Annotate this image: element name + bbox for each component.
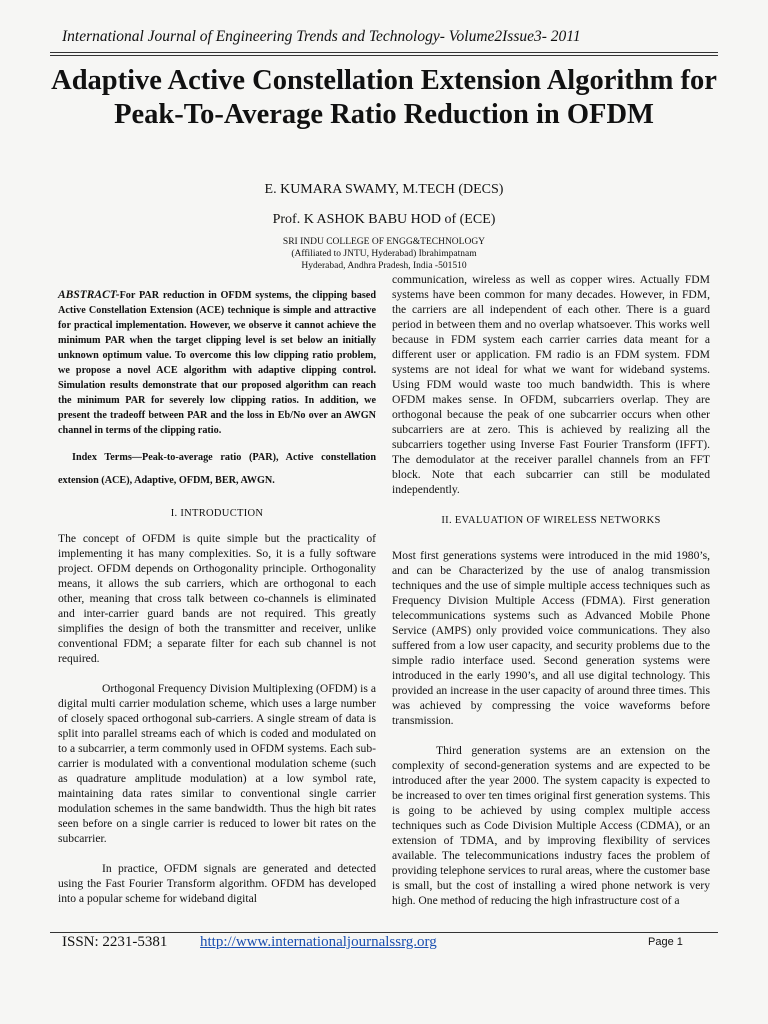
author-1: E. KUMARA SWAMY, M.TECH (DECS) xyxy=(264,182,504,197)
journal-url-link[interactable]: http://www.internationaljournalssrg.org xyxy=(200,934,437,950)
right-paragraph-1: communication, wireless as well as copper wires. Actually FDM systems have been common for many decades. However, in FDM, the carriers are all independent of each other. There is a guard period in between them and no overlap whatsoever. This works well because in FDM system each carrier carries data meant for a different user or application. FM radio is an FDM system. FDM systems are not ideal for what we want for wideband systems. Using FDM would waste too much bandwidth. This is where OFDM makes sense. In OFDM, subcarriers overlap. They are orthogonal because the peak of one subcarrier occurs when other subcarriers are at zero. This is achieved by realizing all the subcarriers together using Inverse Fast Fourier Transform (IFFT). The demodulator at the receiver parallel channels from an FFT block. Note that each subcarrier can still be modulated independently. xyxy=(392,273,710,496)
intro-paragraph-3: In practice, OFDM signals are generated and detected using the Fast Fourier Transform algorithm. OFDM has developed into a popular scheme for wideband digital xyxy=(58,862,376,905)
index-terms: Index Terms—Peak-to-average ratio (PAR), Active constellation extension (ACE), Adaptive, OFDM, BER, AWGN. xyxy=(58,452,376,486)
journal-header: International Journal of Engineering Trends and Technology- Volume2Issue3- 2011 xyxy=(62,28,581,45)
eval-paragraph-1: Most first generations systems were introduced in the mid 1980’s, and can be Characterized by the use of analog transmission techniques and the use of simple multiple access techniques such as Frequency Division Multiple Access (FDMA). First generation telecommunications systems such as Advanced Mobile Phone Service (AMPS) only provided voice communications. They also suffered from a low user capacity, and security problems due to the simple radio interface used. Second generation systems were introduced in the early 1990’s, and all use digital technology. This provided an increase in the user capacity of around three times. This was achieved by compressing the voice waveforms before transmission. xyxy=(392,549,710,727)
affiliation-line-1: SRI INDU COLLEGE OF ENGG&TECHNOLOGY xyxy=(282,237,486,247)
section-heading-introduction: I. INTRODUCTION xyxy=(170,508,264,519)
section-heading-evaluation: II. EVALUATION OF WIRELESS NETWORKS xyxy=(441,515,661,526)
issn: ISSN: 2231-5381 xyxy=(62,934,168,950)
abstract-lead: ABSTRACT- xyxy=(58,289,120,301)
affiliation-line-3: Hyderabad, Andhra Pradesh, India -501510 xyxy=(301,261,467,271)
paper-title: Adaptive Active Constellation Extension Algorithm for Peak-To-Average Ratio Reduction in OFDM xyxy=(51,65,717,130)
right-column xyxy=(392,272,710,908)
affiliation-line-2: (Affiliated to JNTU, Hyderabad) Ibrahimpatnam xyxy=(291,249,477,259)
abstract-text: For PAR reduction in OFDM systems, the clipping based Active Constellation Extension (ACE) technique is simple and attractive for practical implementation. However, we observe it cannot achieve the minimum PAR when the target clipping level is set below an initially unknown optimum value. To overcome this low clipping ratio problem, we propose a novel ACE algorithm with adaptive clipping control. Simulation results demonstrate that our proposed algorithm can reach the minimum PAR for severely low clipping ratios. In addition, we present the tradeoff between PAR and the loss in Eb/No over an AWGN channel in terms of the clipping ratio. xyxy=(58,290,376,436)
header-rule xyxy=(50,52,718,53)
footer-rule xyxy=(50,932,718,933)
intro-paragraph-2: Orthogonal Frequency Division Multiplexing (OFDM) is a digital multi carrier modulation scheme, which uses a large number of closely spaced orthogonal sub-carriers. A single stream of data is split into parallel streams each of which is coded and modulated on to a subcarrier, a term commonly used in OFDM systems. Each sub-carrier is modulated with a conventional modulation scheme (such as quadrature amplitude modulation) at a low symbol rate, maintaining data rates similar to conventional single carrier modulation schemes in the same bandwidth. Thus the high bit rates seen before on a single carrier is reduced to lower bit rates on the subcarrier. xyxy=(58,682,376,845)
abstract xyxy=(58,288,376,438)
eval-paragraph-2: Third generation systems are an extension on the complexity of second-generation systems and are expected to be introduced after the year 2000. The system capacity is expected to be increased to over ten times original first generation systems. This is going to be achieved by using complex multiple access techniques such as Code Division Multiple Access (CDMA), or an extension of TDMA, and by improving flexibility of services available. The telecommunications industry faces the problem of providing telephone services to rural areas, where the customer base is small, but the cost of installing a wired phone network is very high. One method of reducing the high infrastructure cost of a xyxy=(392,744,710,907)
header-rule-double xyxy=(50,55,718,56)
author-2: Prof. K ASHOK BABU HOD of (ECE) xyxy=(272,212,496,227)
intro-paragraph-1: The concept of OFDM is quite simple but the practicality of implementing it has many complexities. So, it is a fully software project. OFDM depends on Orthogonality principle. Orthogonality means, it allows the sub carriers, which are orthogonal to each other, meaning that cross talk between co-channels is eliminated and inter-carrier guard bands are not required. This greatly simplifies the design of both the transmitter and receiver, unlike conventional FDM; a separate filter for each sub channel is not required. xyxy=(58,532,376,665)
left-column xyxy=(58,288,376,906)
page-number: Page 1 xyxy=(648,936,683,948)
